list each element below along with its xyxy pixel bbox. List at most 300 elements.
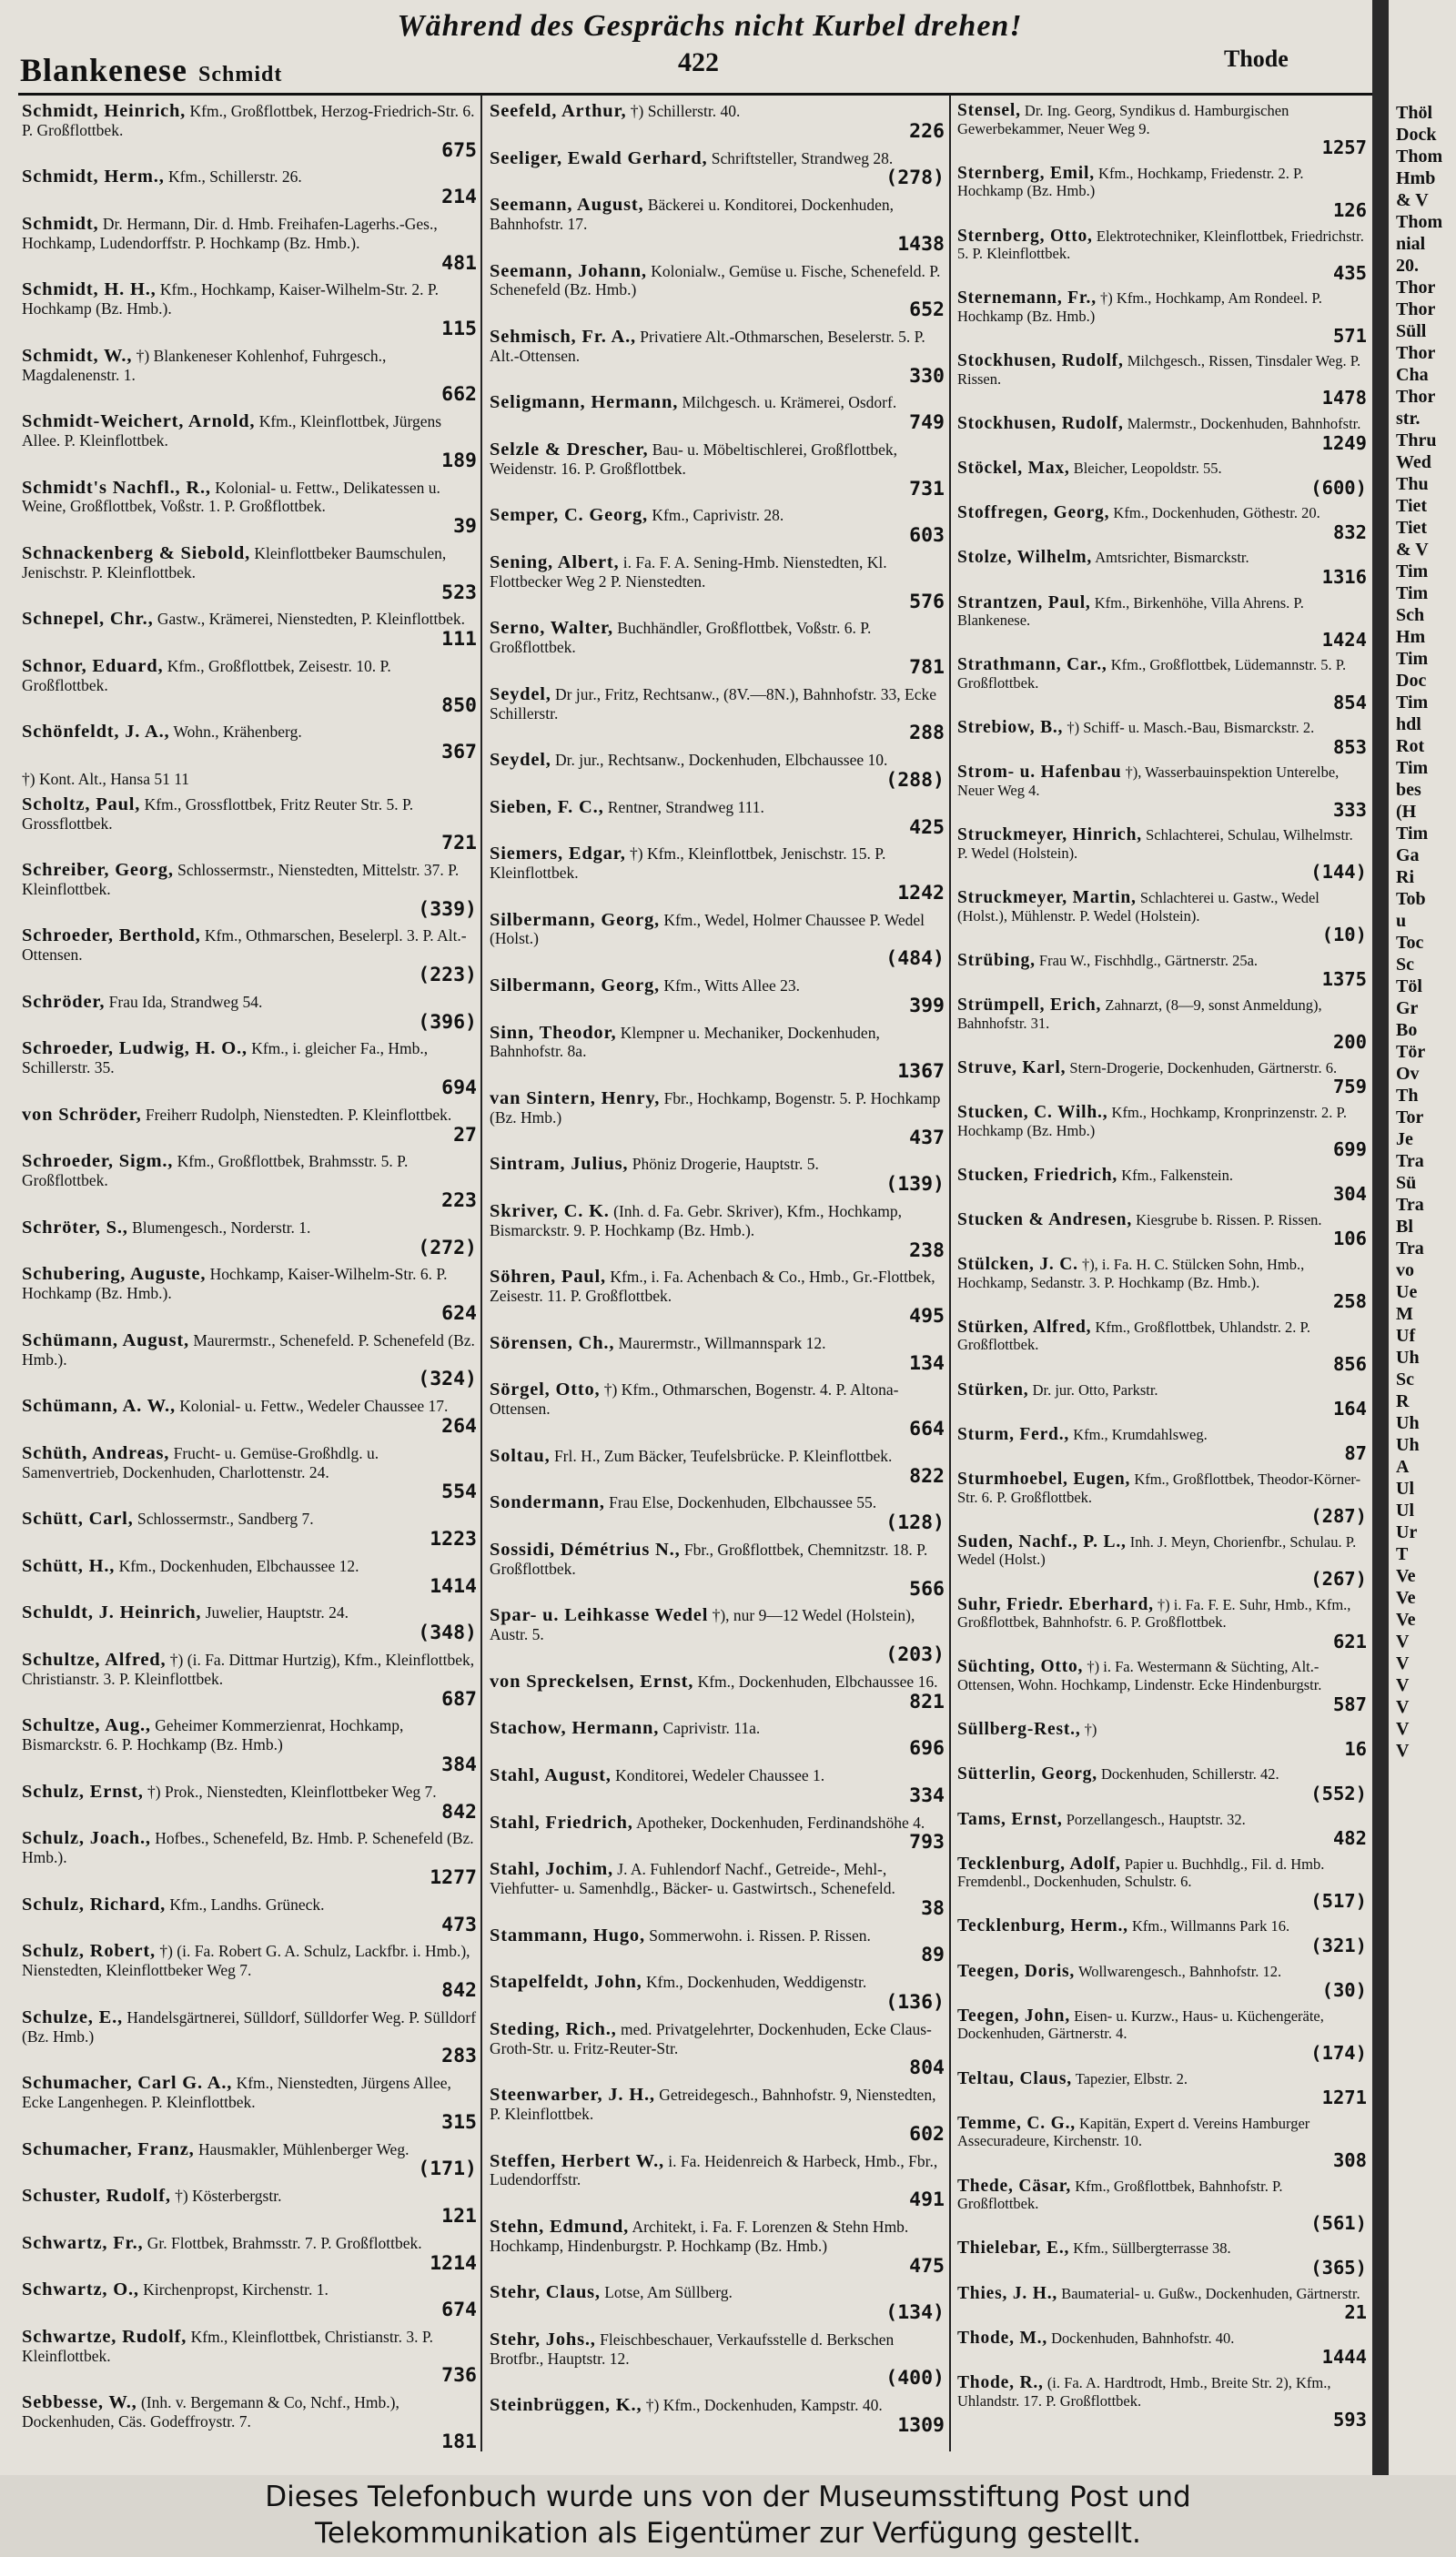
entry-name: Suden, Nachf., P. L., [957,1531,1127,1551]
entry-details: Architekt, i. Fa. F. Lorenzen & Stehn Hmb. Hochkamp, Hindenburgstr. P. Hochkamp (Bz. Hmb.) [490,2217,909,2255]
entry-details: Kirchenpropst, Kirchenstr. 1. [143,2280,329,2299]
directory-entry [490,196,945,255]
entry-phone-number: 134 [909,1351,945,1375]
directory-entry [490,1541,945,1600]
entry-phone-number: 1438 [897,232,945,256]
entry-details: †) i. Fa. Westermann & Süchting, Alt.-Ottensen, Wohn. Hochkamp, Lindenstr. Ecke Hindenburgstr. [957,1658,1322,1693]
entry-phone-number: (136) [885,1990,945,2014]
entry-phone-number: 593 [1332,2409,1367,2431]
entry-details: Kfm., Kleinflottbek, Jürgens Allee. P. Kleinflottbek. [22,412,442,450]
directory-entry [490,1673,945,1713]
entry-name: Schroeder, Sigm., [22,1151,174,1172]
edge-fragment: str. [1396,409,1421,429]
entry-details: Wollwarengesch., Bahnhofstr. 12. [1077,1962,1282,1980]
directory-entry [957,352,1367,409]
entry-name: Stülcken, J. C. [957,1255,1078,1275]
edge-fragment: Tra [1396,1151,1424,1171]
entry-phone-number: 1249 [1321,431,1367,454]
entry-phone-number: 587 [1332,1693,1367,1715]
entry-name: Schönfeldt, J. A., [22,722,170,743]
entry-name: Strübing, [957,950,1036,970]
entry-details: Kfm., Kleinflottbek, Christianstr. 3. P. Kleinflottbek. [22,2327,433,2365]
entry-details: i. Fa. F. A. Sening-Hmb. Nienstedten, Kl. Flottbecker Weg 2 P. Nienstedten. [490,552,887,591]
entry-phone-number: 624 [441,1302,477,1326]
entry-phone-number: (339) [418,897,477,921]
entry-phone-number: 523 [441,581,477,604]
entry-details: Frau W., Fischhdlg., Gärtnerstr. 25a. [1038,951,1259,969]
edge-fragment: Tör [1396,1042,1426,1062]
entry-details: Milchgesch. u. Krämerei, Osdorf. [682,393,897,412]
entry-name: Seligmann, Hermann, [490,392,679,413]
entry-name: Siemers, Edgar, [490,844,626,864]
entry-name: Stucken & Andresen, [957,1209,1132,1229]
directory-entry [490,1606,945,1665]
directory-entry [22,2140,477,2181]
entry-details: Schlachterei u. Gastw., Wedel (Holst.), Mühlenstr. P. Wedel (Holstein). [957,888,1320,925]
entry-name: Schmidt, [22,213,99,234]
directory-entry [490,1766,945,1807]
entry-details: †) Kont. Alt., Hansa 51 11 [22,769,190,788]
directory-entry [490,1493,945,1534]
edge-fragment: Tim [1396,583,1429,603]
directory-entry [490,1719,945,1760]
edge-fragment: 20. [1396,256,1419,276]
entry-phone-number: 491 [909,2188,945,2212]
entry-phone-number: 854 [1332,691,1367,713]
header-place-name: Blankenese [20,52,188,88]
directory-entry [490,102,945,143]
entry-phone-number: 437 [909,1126,945,1149]
entry-name: Semper, C. Georg, [490,505,648,526]
edge-fragment: Th [1396,1086,1419,1106]
edge-fragment: Tor [1396,1107,1424,1127]
entry-phone-number: 200 [1332,1031,1367,1054]
entry-details: Kfm., i. Fa. Achenbach & Co., Hmb., Gr.-Flottbek, Zeisestr. 11. P. Großflottbek. [490,1268,935,1306]
edge-fragment: Uf [1396,1326,1416,1346]
directory-entry [957,1855,1367,1912]
entry-phone-number: 308 [1332,2149,1367,2171]
entry-phone-number: 566 [909,1577,945,1601]
entry-details: Dr. Ing. Georg, Syndikus d. Hamburgischen Gewerbekammer, Neuer Weg 9. [957,102,1289,137]
entry-details: †) Kfm., Kleinflottbek, Jenischstr. 15. P. Kleinflottbek. [490,844,886,883]
entry-name: Scholtz, Paul, [22,793,141,814]
edge-fragment: Doc [1396,671,1427,691]
entry-phone-number: 1214 [430,2251,477,2275]
directory-entry [490,149,945,190]
entry-name: Seefeld, Arthur, [490,101,627,121]
entry-details: †) (i. Fa. Dittmar Hurtzig), Kfm., Kleinflottbek, Christianstr. 3. P. Kleinflottbek. [22,1650,475,1688]
entry-name: Schwartz, Fr., [22,2232,144,2253]
entry-name: Struckmeyer, Martin, [957,887,1137,907]
entry-details: †) Schiff- u. Masch.-Bau, Bismarckstr. 2. [1067,719,1315,737]
entry-phone-number: 264 [441,1415,477,1439]
entry-phone-number: 16 [1344,1737,1367,1760]
entry-phone-number: (30) [1321,1979,1367,2002]
entry-details: Sommerwohn. i. Rissen. P. Rissen. [649,1925,871,1945]
entry-name: Stahl, Jochim, [490,1859,613,1880]
directory-entry [22,215,477,274]
directory-entry [957,504,1367,542]
directory-entry [957,1765,1367,1804]
directory-entry [22,1039,477,1098]
entry-name: Sondermann, [490,1492,605,1513]
entry-phone-number: 731 [909,477,945,500]
entry-name: Schulz, Richard, [22,1894,167,1915]
entry-phone-number: 1316 [1321,566,1367,589]
entry-name: Sternberg, Emil, [957,163,1095,183]
edge-fragment: Thor [1396,299,1436,319]
entry-phone-number: 664 [909,1418,945,1441]
edge-fragment: Bl [1396,1217,1413,1237]
entry-name: Tecklenburg, Herm., [957,1916,1128,1936]
entry-name: Schmidt-Weichert, Arnold, [22,411,256,432]
directory-entry [957,2374,1367,2431]
directory-entry [22,2328,477,2387]
entry-details: Eisen- u. Kurzw., Haus- u. Küchengeräte, Dockenhuden, Gärtnerstr. 4. [957,2006,1324,2043]
entry-phone-number: 602 [909,2122,945,2146]
entry-details: Baumaterial- u. Gußw., Dockenhuden, Gärtnerstr. [1061,2284,1360,2302]
entry-details: Kfm., Dockenhuden, Göthestr. 20. [1113,504,1320,522]
entry-name: Schultze, Aug., [22,1715,151,1736]
directory-entry [957,2007,1367,2064]
entry-phone-number: (272) [418,1236,477,1259]
directory-entry [490,844,945,904]
edge-fragment: Sc [1396,1369,1414,1390]
entry-details: J. A. Fuhlendorf Nachf., Getreide-, Mehl-, Viehfutter- u. Samenhdlg., Bäcker- u. Gastwirtsch., Schenefeld. [490,1860,895,1897]
entry-name: Sintram, Julius, [490,1154,629,1175]
entry-details: Caprivistr. 11a. [662,1719,761,1738]
entry-name: Tecklenburg, Adolf, [957,1854,1121,1874]
entry-details: Konditorei, Wedeler Chaussee 1. [615,1765,825,1784]
entry-details: Dockenhuden, Bahnhofstr. 40. [1051,2329,1235,2347]
page-gutter [1372,0,1389,2475]
directory-entry [957,165,1367,221]
entry-phone-number: 1309 [897,2414,945,2438]
entry-details: Kfm., Othmarschen, Beselerpl. 3. P. Alt.-Ottensen. [22,926,467,965]
directory-entry [22,1557,477,1598]
entry-details: Zahnarzt, (8—9, sonst Anmeldung), Bahnhofstr. 31. [957,996,1322,1032]
entry-details: †) (i. Fa. Robert G. A. Schulz, Lackfbr. i. Hmb.), Nienstedten, Kleinflottbeker Weg 7. [22,1942,470,1980]
edge-fragment: Süll [1396,321,1427,341]
edge-fragment: Ov [1396,1064,1420,1084]
directory-column-2 [490,102,945,2443]
entry-details: Dockenhuden, Schillerstr. 42. [1101,1765,1279,1784]
edge-fragment: Ga [1396,845,1420,865]
entry-name: Teegen, Doris, [957,1961,1076,1981]
directory-entry [957,2070,1367,2108]
directory-entry [22,657,477,716]
entry-name: Thode, M., [957,2328,1048,2348]
directory-entry [957,415,1367,453]
entry-details: Kfm., Falkenstein. [1121,1166,1234,1184]
directory-entry [22,1444,477,1503]
entry-details: Kfm., Willmanns Park 16. [1131,1917,1290,1935]
entry-phone-number: (400) [885,2367,945,2390]
entry-details: Blumengesch., Norderstr. 1. [132,1218,311,1237]
entry-details: Fbr., Großflottbek, Chemnitzstr. 18. P. Großflottbek. [490,1541,928,1578]
directory-entry [957,460,1367,498]
edge-fragment: Dock [1396,125,1437,145]
entry-details: †) Kfm., Othmarschen, Bogenstr. 4. P. Altona-Ottensen. [490,1380,899,1419]
entry-phone-number: (287) [1310,1505,1367,1528]
directory-entry [957,1256,1367,1312]
entry-phone-number: 1424 [1321,628,1367,651]
directory-entry [490,2283,945,2324]
entry-details: Elektrotechniker, Kleinflottbek, Friedrichstr. 5. P. Kleinflottbek. [957,227,1364,263]
directory-entry [957,2239,1367,2278]
entry-phone-number: 652 [909,298,945,322]
edge-fragment: V [1396,1697,1410,1717]
directory-entry [490,328,945,387]
entry-details: Schlossermstr., Nienstedten, Mittelstr. 37. P. Kleinflottbek. [22,861,460,898]
entry-phone-number: 856 [1332,1353,1367,1376]
entry-name: Thode, R., [957,2372,1044,2392]
entry-details: Maurermstr., Schenefeld. P. Schenefeld (Bz. Hmb.). [22,1330,475,1369]
entry-phone-number: 842 [441,1800,477,1824]
entry-phone-number: 699 [1332,1138,1367,1161]
header-place [20,51,282,89]
entry-name: Schroeder, Ludwig, H. O., [22,1038,248,1059]
entry-details: Kfm., Hochkamp, Friedenstr. 2. P. Hochkamp (Bz. Hmb.) [957,164,1304,200]
entry-details: Kiesgrube b. Rissen. P. Rissen. [1136,1210,1322,1228]
entry-name: Schuldt, J. Heinrich, [22,1602,202,1623]
header-range-start: Schmidt [198,63,283,86]
entry-phone-number: (484) [885,947,945,971]
directory-entry [957,1721,1367,1759]
entry-phone-number: (223) [418,964,477,987]
directory-entry [490,685,945,744]
directory-entry [490,262,945,321]
edge-fragment: Tim [1396,561,1429,581]
entry-phone-number: 367 [441,741,477,764]
directory-entry [22,1397,477,1438]
entry-phone-number: 696 [909,1737,945,1761]
entry-details: †), Wasserbauinspektion Unterelbe, Neuer Weg 4. [957,763,1340,799]
directory-entry [490,751,945,792]
entry-name: Steinbrüggen, K., [490,2395,642,2416]
edge-fragment: Ur [1396,1522,1418,1542]
directory-entry [957,889,1367,945]
entry-name: Teltau, Claus, [957,2068,1072,2088]
directory-entry [22,2280,477,2321]
directory-entry [490,1860,945,1919]
header-rule [18,93,1374,96]
entry-details: Kfm., Witts Allee 23. [663,976,800,996]
entry-name: Seydel, [490,750,551,771]
entry-phone-number: 781 [909,655,945,679]
directory-entry [490,440,945,500]
entry-phone-number: 181 [441,2430,477,2453]
directory-entry [22,1895,477,1936]
entry-details: Kfm., Großflottbek, Uhlandstr. 2. P. Großflottbek. [957,1318,1310,1354]
entry-phone-number: 603 [909,524,945,548]
entry-name: Selzle & Drescher, [490,439,649,460]
directory-entry [957,1167,1367,1205]
entry-phone-number: 258 [1332,1290,1367,1313]
entry-name: Stoffregen, Georg, [957,503,1110,523]
footer-note [0,2475,1456,2557]
directory-entry [22,1152,477,1211]
entry-phone-number: 39 [453,515,477,539]
entry-name: Strathmann, Car., [957,655,1107,675]
entry-name: Schnackenberg & Siebold, [22,542,250,563]
entry-details: †) Kösterbergstr. [175,2187,282,2206]
directory-entry [957,1319,1367,1375]
entry-details: Schriftsteller, Strandweg 28. [711,148,894,167]
directory-entry [22,102,477,161]
entry-phone-number: (278) [885,167,945,190]
directory-entry [957,1381,1367,1420]
directory-entry [957,1811,1367,1849]
directory-entry [22,795,477,854]
entry-details: Kfm., Nienstedten, Jürgens Allee, Ecke Langenhegen. P. Kleinflottbek. [22,2074,451,2111]
directory-entry [957,1471,1367,1527]
header-banner: Während des Gesprächs nicht Kurbel drehen! [397,9,1023,43]
entry-phone-number: (203) [885,1642,945,1666]
entry-name: Schroeder, Berthold, [22,925,201,946]
entry-details: Kfm., Großflottbek, Lüdemannstr. 5. P. Großflottbek. [957,656,1347,692]
entry-name: Schümann, August, [22,1329,189,1350]
edge-fragment: Ve [1396,1610,1416,1630]
entry-name: Schröder, [22,991,106,1012]
directory-entry [490,1334,945,1375]
entry-details: med. Privatgelehrter, Dockenhuden, Ecke Claus-Groth-Str. u. Fritz-Reuter-Str. [490,2019,932,2057]
entry-name: Söhren, Paul, [490,1267,606,1288]
entry-details: †), nur 9—12 Wedel (Holstein), Austr. 5. [490,1606,915,1644]
edge-fragment: Toc [1396,933,1424,953]
entry-phone-number: 1375 [1321,968,1367,991]
directory-entry [957,1658,1367,1714]
entry-details: Kfm., Dockenhuden, Elbchaussee 16. [697,1672,938,1691]
entry-name: Strantzen, Paul, [957,592,1091,612]
directory-entry [22,2074,477,2133]
entry-name: Schulz, Robert, [22,1941,156,1962]
entry-details: Kfm., Großflottbek, Theodor-Körner-Str. 6. P. Großflottbek. [957,1471,1361,1506]
entry-name: Sternemann, Fr., [957,288,1097,308]
entry-phone-number: 675 [441,138,477,162]
entry-name: Schröter, S., [22,1217,128,1238]
entry-phone-number: 475 [909,2254,945,2278]
entry-name: Schümann, A. W., [22,1396,176,1417]
entry-phone-number: 736 [441,2364,477,2388]
entry-phone-number: (561) [1310,2211,1367,2234]
directory-entry [490,1447,945,1488]
edge-fragment: Ue [1396,1282,1418,1302]
entry-details: Wohn., Krähenberg. [173,723,302,742]
edge-fragment: bes [1396,780,1421,800]
entry-details: †) Prok., Nienstedten, Kleinflottbeker Weg 7. [147,1782,437,1801]
entry-phone-number: 1271 [1321,2087,1367,2109]
entry-details: Kfm., Caprivistr. 28. [652,506,784,525]
entry-details: Buchhändler, Großflottbek, Voßstr. 6. P. Großflottbek. [490,619,872,657]
edge-fragment: Tim [1396,649,1429,669]
edge-fragment: Ve [1396,1566,1416,1586]
entry-details: Schlossermstr., Sandberg 7. [136,1510,314,1529]
entry-phone-number: 238 [909,1238,945,1262]
entry-name: Steffen, Herbert W., [490,2150,664,2171]
entry-name: Schmidt, Herm., [22,167,165,187]
edge-fragment: V [1396,1675,1410,1695]
entry-phone-number: 482 [1332,1827,1367,1850]
edge-fragment: Uh [1396,1413,1420,1433]
directory-entry [490,1268,945,1327]
entry-phone-number: (139) [885,1173,945,1197]
entry-details: Lotse, Am Süllberg. [604,2283,733,2302]
entry-name: Soltau, [490,1445,551,1466]
directory-entry [22,1651,477,1710]
directory-entry [957,996,1367,1053]
edge-fragment: Uh [1396,1348,1420,1368]
entry-details: Hochkamp, Kaiser-Wilhelm-Str. 6. P. Hochkamp (Bz. Hmb.). [22,1265,448,1303]
entry-name: von Spreckelsen, Ernst, [490,1671,694,1692]
entry-details: Kfm., Landhs. Grüneck. [169,1895,325,1914]
entry-phone-number: 1414 [430,1574,477,1598]
entry-name: Schnepel, Chr., [22,609,154,630]
entry-phone-number: 853 [1332,735,1367,758]
entry-details: Getreidegesch., Bahnhofstr. 9, Nienstedten, P. Kleinflottbek. [490,2086,936,2123]
edge-fragment: V [1396,1653,1410,1673]
entry-name: Schreiber, Georg, [22,860,174,881]
edge-fragment: Tiet [1396,496,1428,516]
entry-details: Kfm., Hochkamp, Kaiser-Wilhelm-Str. 2. P. Hochkamp (Bz. Hmb.). [22,280,440,318]
entry-phone-number: 87 [1344,1442,1367,1465]
entry-details: Bäckerei u. Konditorei, Dockenhuden, Bahnhofstr. 17. [490,196,895,233]
entry-name: Sebbesse, W., [22,2392,137,2413]
entry-phone-number: 226 [909,119,945,143]
entry-name: Sinn, Theodor, [490,1022,617,1043]
entry-name: Schmidt's Nachfl., R., [22,477,211,498]
entry-details: Kfm., Krumdahlsweg. [1073,1425,1208,1443]
page-number: 422 [678,47,719,77]
directory-entry [22,280,477,339]
entry-name: Süllberg-Rest., [957,1720,1081,1740]
directory-entry [957,952,1367,990]
entry-phone-number: 1242 [897,881,945,905]
entry-details: Kfm., Großflottbek, Herzog-Friedrich-Str. 6. P. Großflottbek. [22,102,475,139]
edge-fragment: Tra [1396,1195,1424,1215]
entry-phone-number: 121 [441,2204,477,2228]
entry-phone-number: 687 [441,1687,477,1711]
directory-entry [957,656,1367,713]
directory-entry [22,1106,477,1147]
directory-entry [22,1603,477,1644]
entry-name: Struve, Karl, [957,1057,1067,1077]
edge-fragment: u [1396,911,1407,931]
entry-details: Fleischbeschauer, Verkaufsstelle d. Berkschen Brotfbr., Hauptstr. 12. [490,2330,895,2368]
entry-name: Sehmisch, Fr. A., [490,326,636,347]
directory-entry [22,610,477,651]
entry-name: Süchting, Otto, [957,1657,1084,1677]
directory-entry [957,1211,1367,1249]
entry-details: †) Kfm., Hochkamp, Am Rondeel. P. Hochkamp (Bz. Hmb.) [957,289,1322,325]
directory-entry [957,1059,1367,1097]
entry-name: Stürken, Alfred, [957,1317,1092,1337]
entry-phone-number: (348) [418,1622,477,1645]
entry-details: Kfm., Großflottbek, Zeisestr. 10. P. Großflottbek. [22,656,391,694]
adjacent-page-edge [1396,102,1456,1762]
entry-phone-number: 399 [909,994,945,1017]
edge-fragment: M [1396,1304,1413,1324]
edge-fragment: Tim [1396,758,1429,778]
entry-name: Stammann, Hugo, [490,1925,645,1946]
entry-phone-number: 164 [1332,1398,1367,1420]
edge-fragment: Sc [1396,955,1414,975]
directory-entry [490,976,945,1017]
edge-fragment: Töl [1396,976,1422,996]
directory-entry [490,2152,945,2211]
entry-details: Rentner, Strandweg 111. [607,797,764,816]
entry-name: Seemann, August, [490,195,644,216]
